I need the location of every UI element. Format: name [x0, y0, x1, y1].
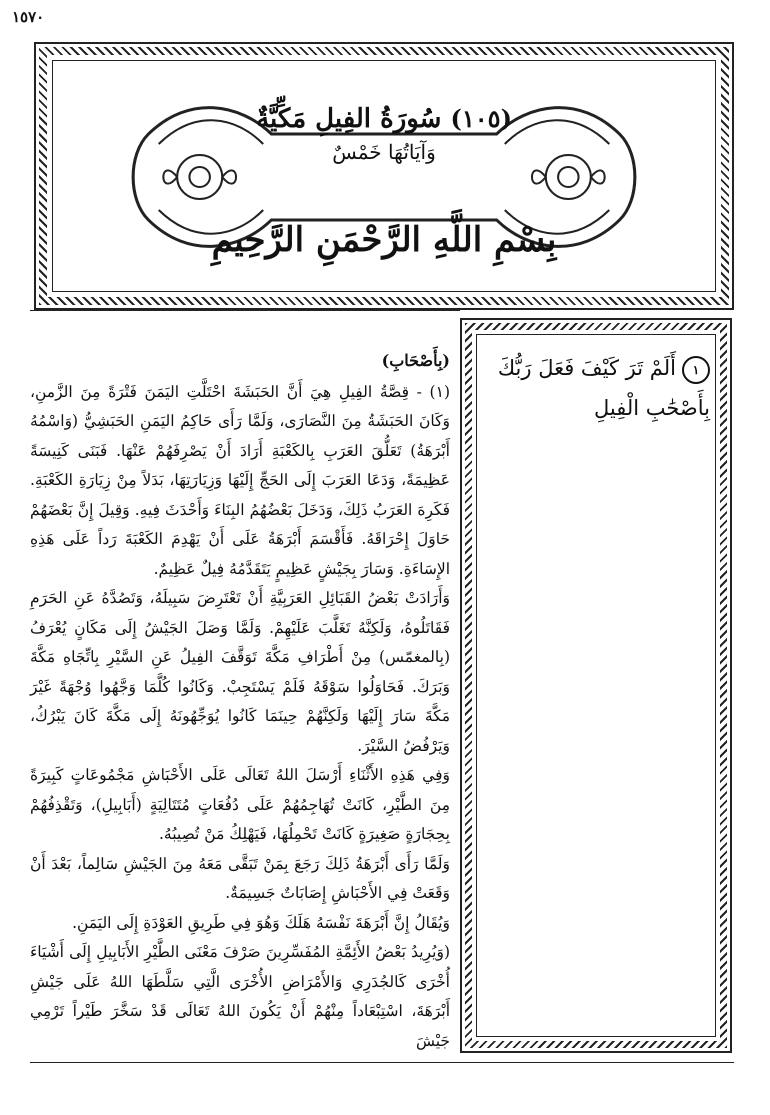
commentary-paragraph: وَأَرَادَتْ بَعْضُ القَبَائِلِ العَرَبِيَّةِ أَنْ تَعْتَرِضَ سَبِيلَهُ، وَتَصُدَّهُ عَنِ الحَرَمِ فَقَاتَلُوهُ، وَلَكِنَّهُ تَغَلَّبَ عَلَيْهِمْ. وَلَمَّا وَصَلَ الجَيْشُ إِلَى مَكَانٍ يُعْرَفُ (بِالمغمّس) مِنْ أَطْرَافِ مَكَّةَ تَوَقَّفَ الفِيلُ عَنِ السَّيْرِ بِاتِّجَاهِ مَكَّةَ وَبَرَكَ. فَحَاوَلُوا سَوْقَهُ فَلَمْ يَسْتَجِبْ. وَكَانُوا كُلَّمَا وَجَّهُوا وُجْهَةً غَيْرَ مَكَّةَ سَارَ إِلَيْهَا وَلَكِنَّهُمْ حِينَمَا كَانُوا يُوَجِّهُونَهُ إِلَى مَكَّةَ كَانَ يَبْرُكُ، وَيَرْفُضُ السَّيْرَ. — [30, 589, 450, 755]
page-number: ١٥٧٠ — [12, 8, 45, 26]
surah-header-frame — [34, 42, 734, 310]
commentary-paragraph: وَفِي هَذِهِ الأَثْنَاءِ أَرْسَلَ اللهُ تَعَالَى عَلَى الأَحْبَاشِ مَجْمُوعَاتٍ كَبِيرَةً مِنَ الطَّيْرِ، كَانَتْ تُهَاجِمُهُمْ عَلَى دُفُعَاتٍ مُتَتَالِيَةٍ (أَبَابِيلِ)، وَتَقْذِفُهُمْ بِحِجَارَةٍ صَغِيرَةٍ كَانَتْ تَحْمِلُهَا، فَيَهْلِكُ مَنْ تُصِيبُهُ. — [30, 766, 450, 843]
bottom-rule — [30, 1062, 734, 1063]
commentary-paragraph: وَلَمَّا رَأَى أَبْرَهَةُ ذَلِكَ رَجَعَ بِمَنْ تَبَقَّى مَعَهُ مِنَ الجَيْشِ سَالِماً، بَعْدَ أَنْ وَقَعَتْ فِي الأَحْبَاشِ إِصَابَاتٌ جَسِيمَةٌ. — [30, 854, 450, 902]
quran-verse-box — [460, 318, 732, 1053]
inner-frame — [476, 334, 716, 1037]
divider — [30, 310, 460, 311]
commentary-paragraph: (وَيُرِيدُ بَعْضُ الأَئِمَّةِ المُفَسِّرِينَ صَرْفَ مَعْنَى الطَّيْرِ الأَبَابِيلِ إِلَى أَشْيَاءَ أُخْرَى كَالجُدَرِي وَالأَمْرَاضِ الأُخْرَى الَّتِي سَلَّطَهَا اللهُ عَلَى جَيْشِ أَبْرَهَةَ، اسْتِبْعَاداً مِنْهُمْ أَنْ يَكُونَ اللهُ تَعَالَى قَدْ سَخَّرَ طَيْراً تَرْمِي جَيْشَ — [30, 943, 450, 1050]
tafsir-commentary — [30, 346, 450, 1056]
surah-number: (١٠٥) — [450, 104, 512, 133]
basmala: بِسْمِ اللَّهِ الرَّحْمَنِ الرَّحِيمِ — [211, 220, 557, 260]
commentary-paragraph: وَيُقَالُ إِنَّ أَبْرَهَةَ نَفْسَهُ هَلَكَ وَهُوَ فِي طَرِيقِ العَوْدَةِ إِلَى اليَمَنِ. — [72, 913, 450, 932]
verse-text-block — [486, 348, 710, 428]
verse-count: وَآيَاتُهَا خَمْسٌ — [332, 140, 436, 164]
surah-title-line — [196, 102, 572, 136]
surah-title: سُورَةُ الفِيلِ مَكِّيَّةٌ — [256, 104, 442, 134]
verse-text: أَلَمْ تَرَ كَيْفَ فَعَلَ رَبُّكَ بِأَصْحَٰبِ الْفِيلِ — [497, 356, 710, 420]
commentary-heading: (بِأَصْحَابِ) — [381, 351, 450, 370]
commentary-paragraph: (١) - قِصَّةُ الفِيلِ هِيَ أَنَّ الحَبَشَةَ احْتَلَّتِ اليَمَنَ فَتْرَةً مِنَ الزَّمنِ، وَكَانَ الحَبَشَةُ مِنَ النَّصَارَى، وَلَمَّا رَأَى حَاكِمُ اليَمَنِ الحَبَشِيُّ (وَاسْمُهُ أَبْرَهَةُ) تَعَلُّقَ العَرَبِ بِالكَعْبَةِ أَرَادَ أَنْ يَصْرِفَهُمْ عَنْهَا. فَبَنَى كَنِيسَةً عَظِيمَةً، وَدَعَا العَرَبَ إِلَى الحَجِّ إِلَيْهَا وَزِيَارَتِهَا، بَدَلاً مِنْ زِيَارَةِ الكَعْبَةِ. فَكَرِهَ العَرَبُ ذَلِكَ، وَدَخَلَ بَعْضُهُمُ البِنَاءَ وَأَحْدَثَ فِيهِ. وَقِيلَ إِنَّ بَعْضَهُمْ حَاوَلَ إِحْرَاقَهُ. فَأَقْسَمَ أَبْرَهَةُ عَلَى أَنْ يَهْدِمَ الكَعْبَةَ رَداً عَلَى هَذِهِ الإِسَاءَةِ. وَسَارَ بِجَيْشٍ عَظِيمٍ يَتَقَدَّمُهُ فِيلٌ عَظِيمٌ. — [30, 382, 450, 578]
ayah-number-marker: ١ — [682, 356, 710, 384]
